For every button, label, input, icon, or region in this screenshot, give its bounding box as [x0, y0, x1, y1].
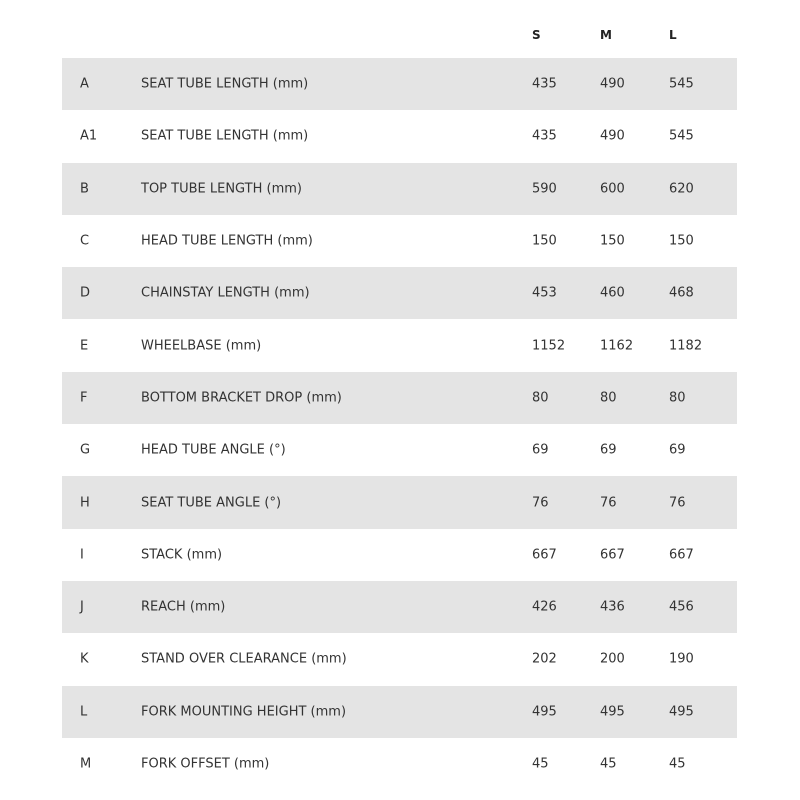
row-label: TOP TUBE LENGTH (mm): [141, 181, 302, 197]
row-value-s: 80: [532, 390, 549, 406]
row-label: FORK MOUNTING HEIGHT (mm): [141, 704, 347, 720]
row-value-m: 150: [600, 233, 625, 249]
row-value-m: 667: [600, 547, 625, 563]
row-label: SEAT TUBE LENGTH (mm): [141, 76, 309, 92]
table-row: [62, 581, 737, 633]
row-label: STACK (mm): [141, 547, 223, 563]
row-code: C: [80, 233, 90, 249]
row-value-m: 69: [600, 442, 617, 458]
row-code: G: [80, 442, 91, 458]
row-code: I: [80, 547, 84, 563]
row-value-l: 468: [669, 285, 694, 301]
row-code: L: [80, 704, 88, 720]
table-row: [62, 215, 737, 267]
row-value-m: 80: [600, 390, 617, 406]
row-value-l: 45: [669, 756, 686, 772]
row-label: WHEELBASE (mm): [141, 338, 262, 354]
row-value-s: 150: [532, 233, 557, 249]
row-label: SEAT TUBE LENGTH (mm): [141, 128, 309, 144]
row-value-l: 80: [669, 390, 686, 406]
table-row: [62, 58, 737, 110]
row-value-l: 667: [669, 547, 694, 563]
row-value-l: 150: [669, 233, 694, 249]
table-row: [62, 529, 737, 581]
row-value-l: 190: [669, 651, 694, 667]
row-code: B: [80, 181, 89, 197]
table-row: [62, 424, 737, 476]
table-row: [62, 163, 737, 215]
row-code: K: [80, 651, 89, 667]
row-value-m: 600: [600, 181, 625, 197]
row-value-s: 69: [532, 442, 549, 458]
row-code: A: [80, 76, 89, 92]
row-value-s: 426: [532, 599, 557, 615]
row-value-l: 456: [669, 599, 694, 615]
row-value-m: 76: [600, 495, 617, 511]
row-value-l: 545: [669, 128, 694, 144]
row-label: CHAINSTAY LENGTH (mm): [141, 285, 310, 301]
row-value-s: 435: [532, 76, 557, 92]
row-value-s: 667: [532, 547, 557, 563]
header-size-s: S: [532, 28, 541, 42]
row-value-m: 200: [600, 651, 625, 667]
row-code: M: [80, 756, 92, 772]
row-label: BOTTOM BRACKET DROP (mm): [141, 390, 342, 406]
table-row: [62, 686, 737, 738]
row-value-m: 495: [600, 704, 625, 720]
row-value-l: 76: [669, 495, 686, 511]
row-value-s: 45: [532, 756, 549, 772]
row-value-l: 1182: [669, 338, 703, 354]
row-value-l: 495: [669, 704, 694, 720]
row-value-l: 620: [669, 181, 694, 197]
row-code: F: [80, 390, 88, 406]
table-row: [62, 738, 737, 790]
row-value-s: 453: [532, 285, 557, 301]
row-code: E: [80, 338, 89, 354]
row-label: FORK OFFSET (mm): [141, 756, 270, 772]
row-value-m: 1162: [600, 338, 634, 354]
row-label: REACH (mm): [141, 599, 226, 615]
row-value-m: 460: [600, 285, 625, 301]
table-row: [62, 267, 737, 319]
row-value-s: 435: [532, 128, 557, 144]
row-value-l: 69: [669, 442, 686, 458]
row-value-m: 490: [600, 128, 625, 144]
row-label: HEAD TUBE ANGLE (°): [141, 442, 286, 458]
table-row: [62, 372, 737, 424]
row-value-s: 1152: [532, 338, 566, 354]
row-value-s: 590: [532, 181, 557, 197]
row-label: STAND OVER CLEARANCE (mm): [141, 651, 347, 667]
row-code: J: [80, 599, 84, 615]
table-header: [62, 0, 737, 58]
row-value-s: 76: [532, 495, 549, 511]
row-value-s: 202: [532, 651, 557, 667]
row-code: A1: [80, 128, 98, 144]
row-label: SEAT TUBE ANGLE (°): [141, 495, 282, 511]
geometry-table: [62, 0, 737, 790]
row-value-m: 490: [600, 76, 625, 92]
row-value-m: 45: [600, 756, 617, 772]
row-code: H: [80, 495, 90, 511]
row-value-m: 436: [600, 599, 625, 615]
table-row: [62, 633, 737, 685]
table-row: [62, 110, 737, 162]
header-size-m: M: [600, 28, 612, 42]
row-value-s: 495: [532, 704, 557, 720]
table-row: [62, 476, 737, 528]
table-row: [62, 319, 737, 371]
header-size-l: L: [669, 28, 677, 42]
row-value-l: 545: [669, 76, 694, 92]
row-label: HEAD TUBE LENGTH (mm): [141, 233, 313, 249]
row-code: D: [80, 285, 91, 301]
